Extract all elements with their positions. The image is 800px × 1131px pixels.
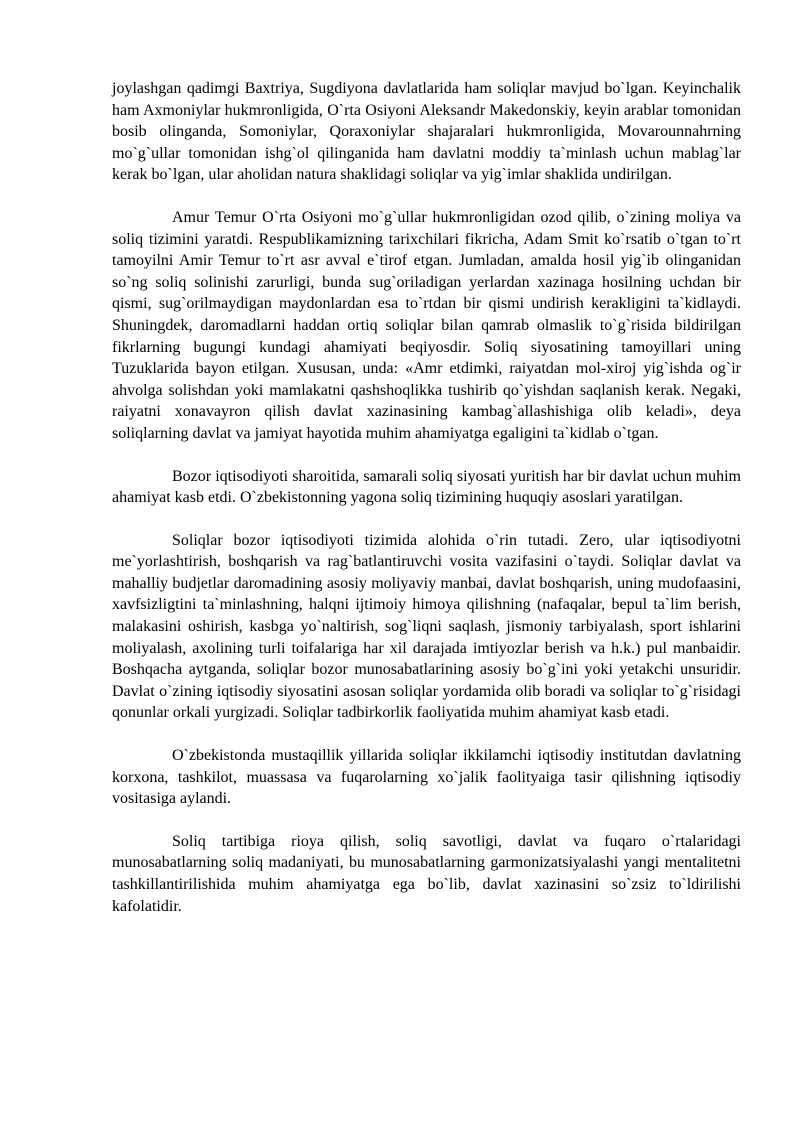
- paragraph-3: Bozor iqtisodiyoti sharoitida, samarali soliq siyosati yuritish har bir davlat uchun muhim ahamiyat kasb etdi. O`zbekistonning yagona soliq tizimining huquqiy asoslari yaratilgan.: [112, 467, 741, 507]
- paragraph-4: Soliqlar bozor iqtisodiyoti tizimida alohida o`rin tutadi. Zero, ular iqtisodiyotni me`yorlashtirish, boshqarish va rag`batlantiruvchi vosita vazifasini o`taydi. Soliqlar davlat va mahalliy budjetlar daromadining asosiy moliyaviy manbai, davlat boshqarish, uning mudofaasini, xavfsizligtini ta`minlashning, halqni ijtimoiy himoya qilishning (nafaqalar, bepul ta`lim berish, malakasini oshirish, kasbga yo`naltirish, sog`liqni saqlash, jismoniy tarbiyalash, sport ishlarini moliyalash, axolining turli toifalariga har xil darajada imtiyozlar berish va h.k.) pul manbaidir. Boshqacha aytganda, soliqlar bozor munosabatlarining asosiy bo`g`ini yoki yetakchi unsuridir. Davlat o`zining iqtisodiy siyosatini asosan soliqlar yordamida olib boradi va soliqlar to`g`risidagi qonunlar orkali yurgizadi. Soliqlar tadbirkorlik faoliyatida muhim ahamiyat kasb etadi.: [112, 531, 741, 722]
- paragraph-2: Amur Temur O`rta Osiyoni mo`g`ullar hukmronligidan ozod qilib, o`zining moliya va soliq tizimini yaratdi. Respublikamizning tarixchilari fikricha, Adam Smit ko`rsatib o`tgan to`rt tamoyilni Amir Temur to`rt asr avval e`tirof etgan. Jumladan, amalda hosil yig`ib olinganidan so`ng soliq solinishi zarurligi, bunda sug`oriladigan yerlardan xazinaga hosilning uchdan bir qismi, sug`orilmaydigan maydonlardan esa to`rtdan bir qismi undirish kerakligini ta`kidlaydi. Shuningdek, daromadlarni haddan ortiq soliqlar bilan qamrab olmaslik to`g`risida bildirilgan fikrlarning bugungi kundagi ahamiyati beqiyosdir. Soliq siyosatining tamoyillari uning Tuzuklarida bayon etilgan. Xususan, unda: «Amr etdimki, raiyatdan mol-xiroj yig`ishda og`ir ahvolga solishdan yoki mamlakatni qashshoqlikka tushirib qo`yishdan saqlanish kerak. Negaki, raiyatni xonavayron qilish davlat xazinasining kambag`allashishiga olib keladi», deya soliqlarning davlat va jamiyat hayotida muhim ahamiyatga egaligini ta`kidlab o`tgan.: [112, 208, 741, 442]
- paragraph-5: O`zbekistonda mustaqillik yillarida soliqlar ikkilamchi iqtisodiy institutdan davlatning korxona, tashkilot, muassasa va fuqarolarning xo`jalik faolityaiga tasir qilishning iqtisodiy vositasiga aylandi.: [112, 747, 741, 808]
- document-page: [112, 78, 741, 938]
- paragraph-6: Soliq tartibiga rioya qilish, soliq savotligi, davlat va fuqaro o`rtalaridagi munosabatlarning soliq madaniyati, bu munosabatlarning garmonizatsiyalashi yangi mentalitetni tashkillantirilishida muhim ahamiyatga ega bo`lib, davlat xazinasini so`zsiz to`ldirilishi kafolatidir.: [112, 832, 741, 915]
- paragraph-1: joylashgan qadimgi Baxtriya, Sugdiyona davlatlarida ham soliqlar mavjud bo`lgan. Keyinchalik ham Axmoniylar hukmronligida, O`rta Osiyoni Aleksandr Makedonskiy, keyin arablar tomonidan bosib olinganda, Somoniylar, Qoraxoniylar shajaralari hukmronligida, Movarounnahrning mo`g`ullar tomonidan ishg`ol qilinganida ham davlatni moddiy ta`minlash uchun mablag`lar kerak bo`lgan, ular aholidan natura shaklidagi soliqlar va yig`imlar shaklida undirilgan.: [112, 80, 741, 184]
